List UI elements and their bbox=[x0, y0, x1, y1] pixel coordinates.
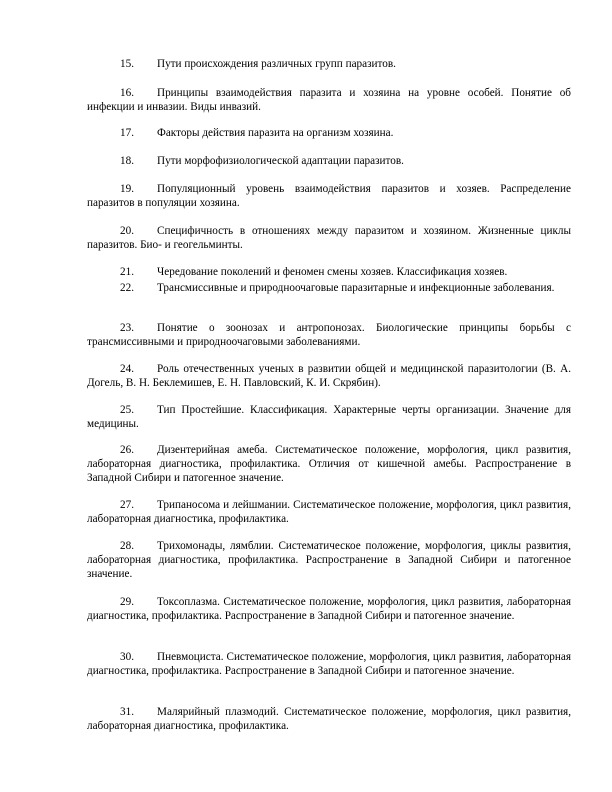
item-text: Малярийный плазмодий. Систематическое положение, морфология, цикл развития, лабораторная диагностика, профилактика. bbox=[87, 706, 571, 733]
item-text: Пути происхождения различных групп паразитов. bbox=[157, 58, 396, 70]
list-item bbox=[87, 126, 571, 140]
item-number: 21. bbox=[120, 266, 134, 278]
list-item bbox=[87, 595, 571, 623]
list-item bbox=[87, 182, 571, 210]
item-text: Дизентерийная амеба. Систематическое положение, морфология, цикл развития, лабораторная диагностика, профилактика. Отличия от кишечной амебы. Распространение в Западной Сибири и патогенное значение. bbox=[87, 444, 571, 485]
list-item bbox=[87, 86, 571, 114]
item-text: Токсоплазма. Систематическое положение, морфология, цикл развития, лабораторная диагностика, профилактика. Распространение в Западной Сибири и патогенное значение. bbox=[87, 596, 571, 623]
item-number: 16. bbox=[120, 87, 134, 99]
item-number: 27. bbox=[120, 499, 134, 511]
item-text: Факторы действия паразита на организм хозяина. bbox=[157, 127, 394, 139]
list-item bbox=[87, 443, 571, 486]
item-text: Трихомонады, лямблии. Систематическое положение, морфология, циклы развития, лабораторная диагностика, профилактика. Распространение в Западной Сибири и патогенное значение. bbox=[87, 540, 571, 581]
list-item bbox=[87, 57, 571, 71]
item-number: 17. bbox=[120, 127, 134, 139]
item-number: 29. bbox=[120, 596, 134, 608]
item-number: 30. bbox=[120, 651, 134, 663]
item-text: Трипаносома и лейшмании. Систематическое положение, морфология, цикл развития, лабораторная диагностика, профилактика. bbox=[87, 499, 571, 526]
list-item bbox=[87, 154, 571, 168]
item-text: Пневмоциста. Систематическое положение, морфология, цикл развития, лабораторная диагностика, профилактика. Распространение в Западной Сибири и патогенное значение. bbox=[87, 651, 571, 678]
list-item bbox=[87, 321, 571, 349]
list-item bbox=[87, 650, 571, 678]
list-item bbox=[87, 539, 571, 582]
item-text: Роль отечественных ученых в развитии общей и медицинской паразитологии (В. А. Догель, В. Н. Беклемишев, Е. Н. Павловский, К. И. Скрябин). bbox=[87, 363, 571, 390]
item-number: 20. bbox=[120, 225, 134, 237]
item-number: 18. bbox=[120, 155, 134, 167]
item-text: Трансмиссивные и природноочаговые паразитарные и инфекционные заболевания. bbox=[157, 282, 555, 294]
item-text: Популяционный уровень взаимодействия паразитов и хозяев. Распределение паразитов в популяции хозяина. bbox=[87, 183, 571, 210]
item-text: Принципы взаимодействия паразита и хозяина на уровне особей. Понятие об инфекции и инвазии. Виды инвазий. bbox=[87, 87, 571, 114]
item-number: 28. bbox=[120, 540, 134, 552]
item-number: 15. bbox=[120, 58, 134, 70]
item-number: 25. bbox=[120, 404, 134, 416]
item-number: 22. bbox=[120, 282, 134, 294]
item-number: 31. bbox=[120, 706, 134, 718]
item-number: 26. bbox=[120, 444, 134, 456]
list-item bbox=[87, 498, 571, 526]
list-item bbox=[87, 403, 571, 431]
item-text: Понятие о зоонозах и антропонозах. Биологические принципы борьбы с трансмиссивными и природноочаговыми заболеваниями. bbox=[87, 322, 571, 349]
list-item bbox=[87, 705, 571, 733]
item-text: Пути морфофизиологической адаптации паразитов. bbox=[157, 155, 404, 167]
item-number: 24. bbox=[120, 363, 134, 375]
item-number: 23. bbox=[120, 322, 134, 334]
item-number: 19. bbox=[120, 183, 134, 195]
item-text: Специфичность в отношениях между паразитом и хозяином. Жизненные циклы паразитов. Био- и геогельминты. bbox=[87, 225, 571, 252]
list-item bbox=[87, 281, 571, 295]
list-item bbox=[87, 265, 571, 279]
item-text: Чередование поколений и феномен смены хозяев. Классификация хозяев. bbox=[157, 266, 508, 278]
list-item bbox=[87, 362, 571, 390]
list-item bbox=[87, 224, 571, 252]
item-text: Тип Простейшие. Классификация. Характерные черты организации. Значение для медицины. bbox=[87, 404, 571, 431]
